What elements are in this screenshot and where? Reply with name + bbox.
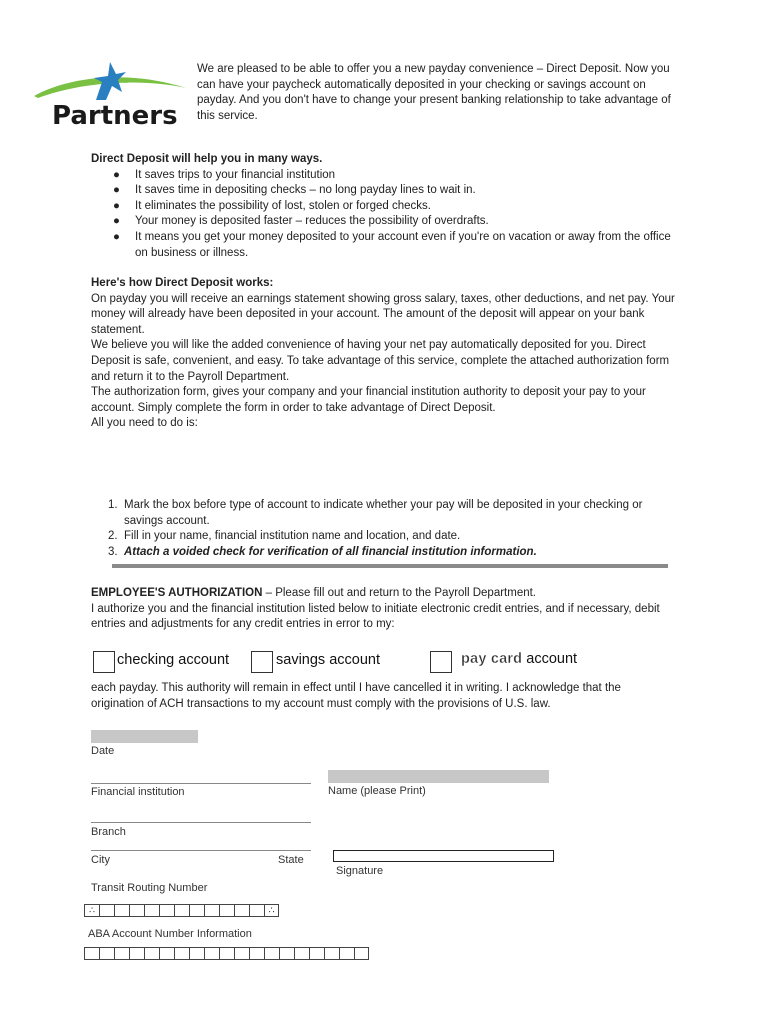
transit-routing-label: Transit Routing Number	[91, 882, 208, 894]
financial-institution-input[interactable]	[91, 783, 311, 784]
how-paragraph: On payday you will receive an earnings statement showing gross salary, taxes, other deductions, and net pay. Your money will already have been deposited in your account. The amount of the deposit will appear on your bank statement.	[91, 292, 675, 336]
list-item: ● It eliminates the possibility of lost, stolen or forged checks.	[135, 199, 681, 215]
routing-digit-cell[interactable]	[204, 904, 219, 917]
routing-digit-cell[interactable]: ∴	[84, 904, 99, 917]
account-digit-cell[interactable]	[159, 947, 174, 960]
financial-institution-label: Financial institution	[91, 786, 185, 798]
bullet-icon: ●	[113, 168, 120, 181]
routing-digit-cell[interactable]	[99, 904, 114, 917]
account-digit-cell[interactable]	[84, 947, 99, 960]
logo-text: Partners	[52, 101, 178, 130]
account-type-row	[91, 651, 691, 679]
date-label: Date	[91, 745, 115, 757]
account-digit-cell[interactable]	[174, 947, 189, 960]
authorization-text: EMPLOYEE'S AUTHORIZATION – Please fill out and return to the Payroll Department.	[91, 587, 536, 599]
account-digit-cell[interactable]	[249, 947, 264, 960]
branch-input[interactable]	[91, 822, 311, 823]
authorization-heading: EMPLOYEE'S AUTHORIZATION	[91, 587, 263, 599]
routing-digit-cell[interactable]	[159, 904, 174, 917]
account-digit-cell[interactable]	[324, 947, 339, 960]
how-paragraph: The authorization form, gives your company and your financial institution authority to deposit your pay to your account. Simply complete the form in order to take advantage of Direct Deposit.	[91, 386, 646, 414]
account-digit-cell[interactable]	[279, 947, 294, 960]
authority-text: each payday. This authority will remain in effect until I have cancelled it in writing. I acknowledge that the origination of ACH transactions to my account must comply with the provisions of U.S. law.	[91, 682, 621, 710]
city-label: City	[91, 854, 110, 866]
intro-paragraph: We are pleased to be able to offer you a new payday convenience – Direct Deposit. Now you can have your paycheck automatically deposited in your checking or savings account on payday. And you don't have to change your present banking relationship to take advantage of this service.	[197, 63, 671, 122]
list-item: ● It means you get your money deposited to your account even if you're on vacation or away from the office on business or illness.	[113, 230, 671, 259]
account-digit-cell[interactable]	[354, 947, 369, 960]
account-digit-cell[interactable]	[339, 947, 354, 960]
routing-digit-cell[interactable]: ∴	[264, 904, 279, 917]
how-it-works-section	[91, 276, 681, 432]
checking-account-label: checking account	[117, 652, 230, 668]
signature-input[interactable]	[333, 850, 554, 862]
list-item: ● It saves time in depositing checks – no long payday lines to wait in.	[135, 183, 681, 199]
steps-list	[108, 498, 668, 560]
authorization-section	[91, 586, 681, 633]
how-paragraph: All you need to do is:	[91, 417, 198, 430]
benefits-heading: Direct Deposit will help you in many ways.	[91, 153, 323, 165]
routing-digit-cell[interactable]	[114, 904, 129, 917]
account-digit-cell[interactable]	[264, 947, 279, 960]
bullet-icon: ●	[113, 184, 120, 197]
section-divider	[112, 564, 668, 568]
account-digit-cell[interactable]	[99, 947, 114, 960]
routing-digit-cell[interactable]	[129, 904, 144, 917]
account-digit-cell[interactable]	[234, 947, 249, 960]
routing-digit-cell[interactable]	[174, 904, 189, 917]
list-item: ● Your money is deposited faster – reduces the possibility of overdrafts.	[135, 214, 681, 230]
routing-digit-cell[interactable]	[249, 904, 264, 917]
branch-label: Branch	[91, 826, 126, 838]
account-digit-cell[interactable]	[129, 947, 144, 960]
state-label: State	[278, 854, 304, 866]
partners-logo-graphic	[30, 58, 190, 130]
how-paragraph: We believe you will like the added convenience of having your net pay automatically deposited for you. Direct Deposit is safe, convenient, and easy. To take advantage of this service, complete the attached authorization form and return it to the Payroll Department.	[91, 339, 670, 383]
partners-logo	[30, 58, 190, 130]
routing-digit-cell[interactable]	[234, 904, 249, 917]
transit-routing-input[interactable]	[84, 904, 279, 917]
aba-account-label: ABA Account Number Information	[88, 928, 252, 940]
pay-card-account-checkbox[interactable]	[430, 651, 452, 673]
account-digit-cell[interactable]	[114, 947, 129, 960]
checking-account-checkbox[interactable]	[93, 651, 115, 673]
name-input[interactable]	[328, 770, 549, 783]
aba-account-input[interactable]	[84, 947, 369, 960]
how-heading: Here's how Direct Deposit works:	[91, 277, 274, 289]
date-input[interactable]	[91, 730, 198, 743]
bullet-icon: ●	[113, 230, 120, 243]
bullet-icon: ●	[113, 215, 120, 228]
account-digit-cell[interactable]	[204, 947, 219, 960]
signature-label: Signature	[336, 865, 384, 877]
list-item: 3. Attach a voided check for verification of all financial institution information.	[108, 545, 537, 558]
routing-digit-cell[interactable]	[144, 904, 159, 917]
list-item: 2. Fill in your name, financial institution name and location, and date.	[108, 530, 461, 543]
list-item: ● It saves trips to your financial institution	[135, 168, 681, 184]
account-digit-cell[interactable]	[294, 947, 309, 960]
benefits-list	[91, 168, 681, 262]
list-item: 1. Mark the box before type of account to indicate whether your pay will be deposited in your checking or savings account.	[108, 499, 643, 527]
steps-section	[108, 498, 668, 560]
routing-digit-cell[interactable]	[189, 904, 204, 917]
savings-account-label: savings account	[276, 652, 380, 668]
bullet-icon: ●	[113, 199, 120, 212]
pay-card-account-label: pay card account	[461, 651, 578, 667]
routing-digit-cell[interactable]	[219, 904, 234, 917]
account-digit-cell[interactable]	[144, 947, 159, 960]
account-digit-cell[interactable]	[309, 947, 324, 960]
account-digit-cell[interactable]	[219, 947, 234, 960]
city-state-input[interactable]	[91, 850, 311, 851]
savings-account-checkbox[interactable]	[251, 651, 273, 673]
account-digit-cell[interactable]	[189, 947, 204, 960]
authorization-body: I authorize you and the financial institution listed below to initiate electronic credit entries, and if necessary, debit entries and adjustments for any credit entries in error to my:	[91, 602, 660, 631]
benefits-section	[91, 152, 681, 261]
name-label: Name (please Print)	[328, 785, 426, 797]
